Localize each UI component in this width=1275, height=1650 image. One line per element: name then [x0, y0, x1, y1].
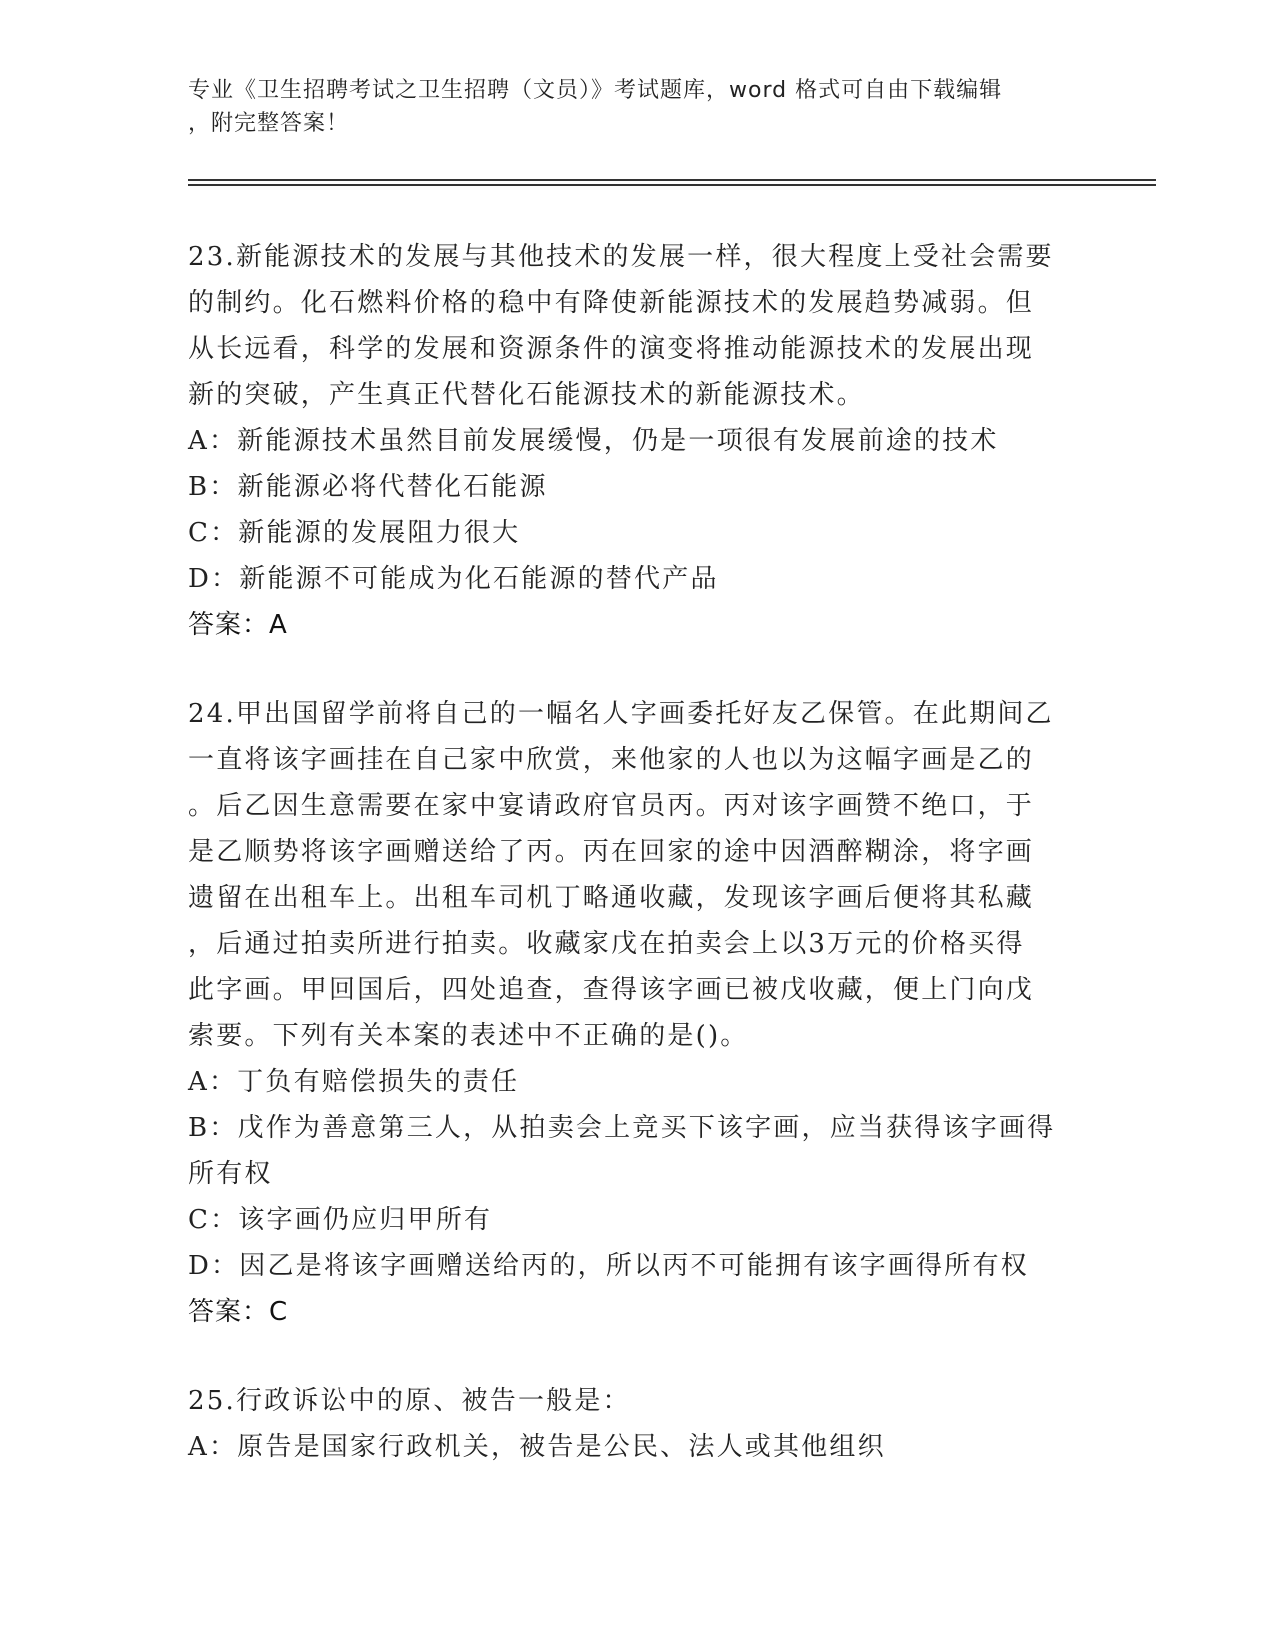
option-b: B：戊作为善意第三人，从拍卖会上竞买下该字画，应当获得该字画得 — [188, 1113, 1056, 1143]
question-text-line: 24.甲出国留学前将自己的一幅名人字画委托好友乙保管。在此期间乙 — [188, 699, 1054, 729]
answer-label: 答案： — [188, 610, 270, 640]
question-text-line: 25.行政诉讼中的原、被告一般是： — [188, 1386, 631, 1416]
header-divider-top — [188, 179, 1156, 181]
answer-label: 答案： — [188, 1297, 270, 1327]
question-text-line: 遗留在出租车上。出租车司机丁略通收藏，发现该字画后便将其私藏 — [188, 883, 1035, 913]
option-a: A：新能源技术虽然目前发展缓慢，仍是一项很有发展前途的技术 — [188, 426, 999, 456]
answer-line — [188, 1289, 1088, 1335]
question-text-line: 23.新能源技术的发展与其他技术的发展一样，很大程度上受社会需要 — [188, 242, 1054, 272]
option-a: A：原告是国家行政机关，被告是公民、法人或其他组织 — [188, 1432, 886, 1462]
header-line-1: 专业《卫生招聘考试之卫生招聘（文员）》考试题库，word 格式可自由下载编辑 — [188, 78, 1003, 103]
question-text-line: 索要。下列有关本案的表述中不正确的是()。 — [188, 1021, 749, 1051]
document-header — [188, 74, 1088, 140]
answer-value: A — [269, 610, 288, 640]
question-text-line: 的制约。化石燃料价格的稳中有降使新能源技术的发展趋势减弱。但 — [188, 288, 1035, 318]
answer-line — [188, 602, 1088, 648]
question-text-line: 。后乙因生意需要在家中宴请政府官员丙。丙对该字画赞不绝口，于 — [188, 791, 1035, 821]
question-text-line: 是乙顺势将该字画赠送给了丙。丙在回家的途中因酒醉糊涂，将字画 — [188, 837, 1035, 867]
option-b: B：新能源必将代替化石能源 — [188, 472, 548, 502]
question-text-line: 新的突破，产生真正代替化石能源技术的新能源技术。 — [188, 380, 865, 410]
answer-value: C — [269, 1297, 289, 1327]
header-divider-bottom — [188, 184, 1156, 186]
option-d: D：新能源不可能成为化石能源的替代产品 — [188, 564, 719, 594]
question-text-line: 一直将该字画挂在自己家中欣赏，来他家的人也以为这幅字画是乙的 — [188, 745, 1035, 775]
option-d: D：因乙是将该字画赠送给丙的，所以丙不可能拥有该字画得所有权 — [188, 1251, 1029, 1281]
question-25 — [188, 1378, 1088, 1470]
option-c: C：该字画仍应归甲所有 — [188, 1205, 493, 1235]
question-23 — [188, 234, 1088, 648]
option-b-continued: 所有权 — [188, 1159, 273, 1189]
option-a: A：丁负有赔偿损失的责任 — [188, 1067, 520, 1097]
question-list — [188, 234, 1088, 1513]
question-text-line: 此字画。甲回国后，四处追查，查得该字画已被戊收藏，便上门向戊 — [188, 975, 1035, 1005]
question-text-line: 从长远看，科学的发展和资源条件的演变将推动能源技术的发展出现 — [188, 334, 1035, 364]
header-line-2: ，附完整答案！ — [188, 111, 350, 136]
question-text-line: ，后通过拍卖所进行拍卖。收藏家戊在拍卖会上以3万元的价格买得 — [188, 929, 1025, 959]
option-c: C：新能源的发展阻力很大 — [188, 518, 521, 548]
question-24 — [188, 691, 1088, 1335]
